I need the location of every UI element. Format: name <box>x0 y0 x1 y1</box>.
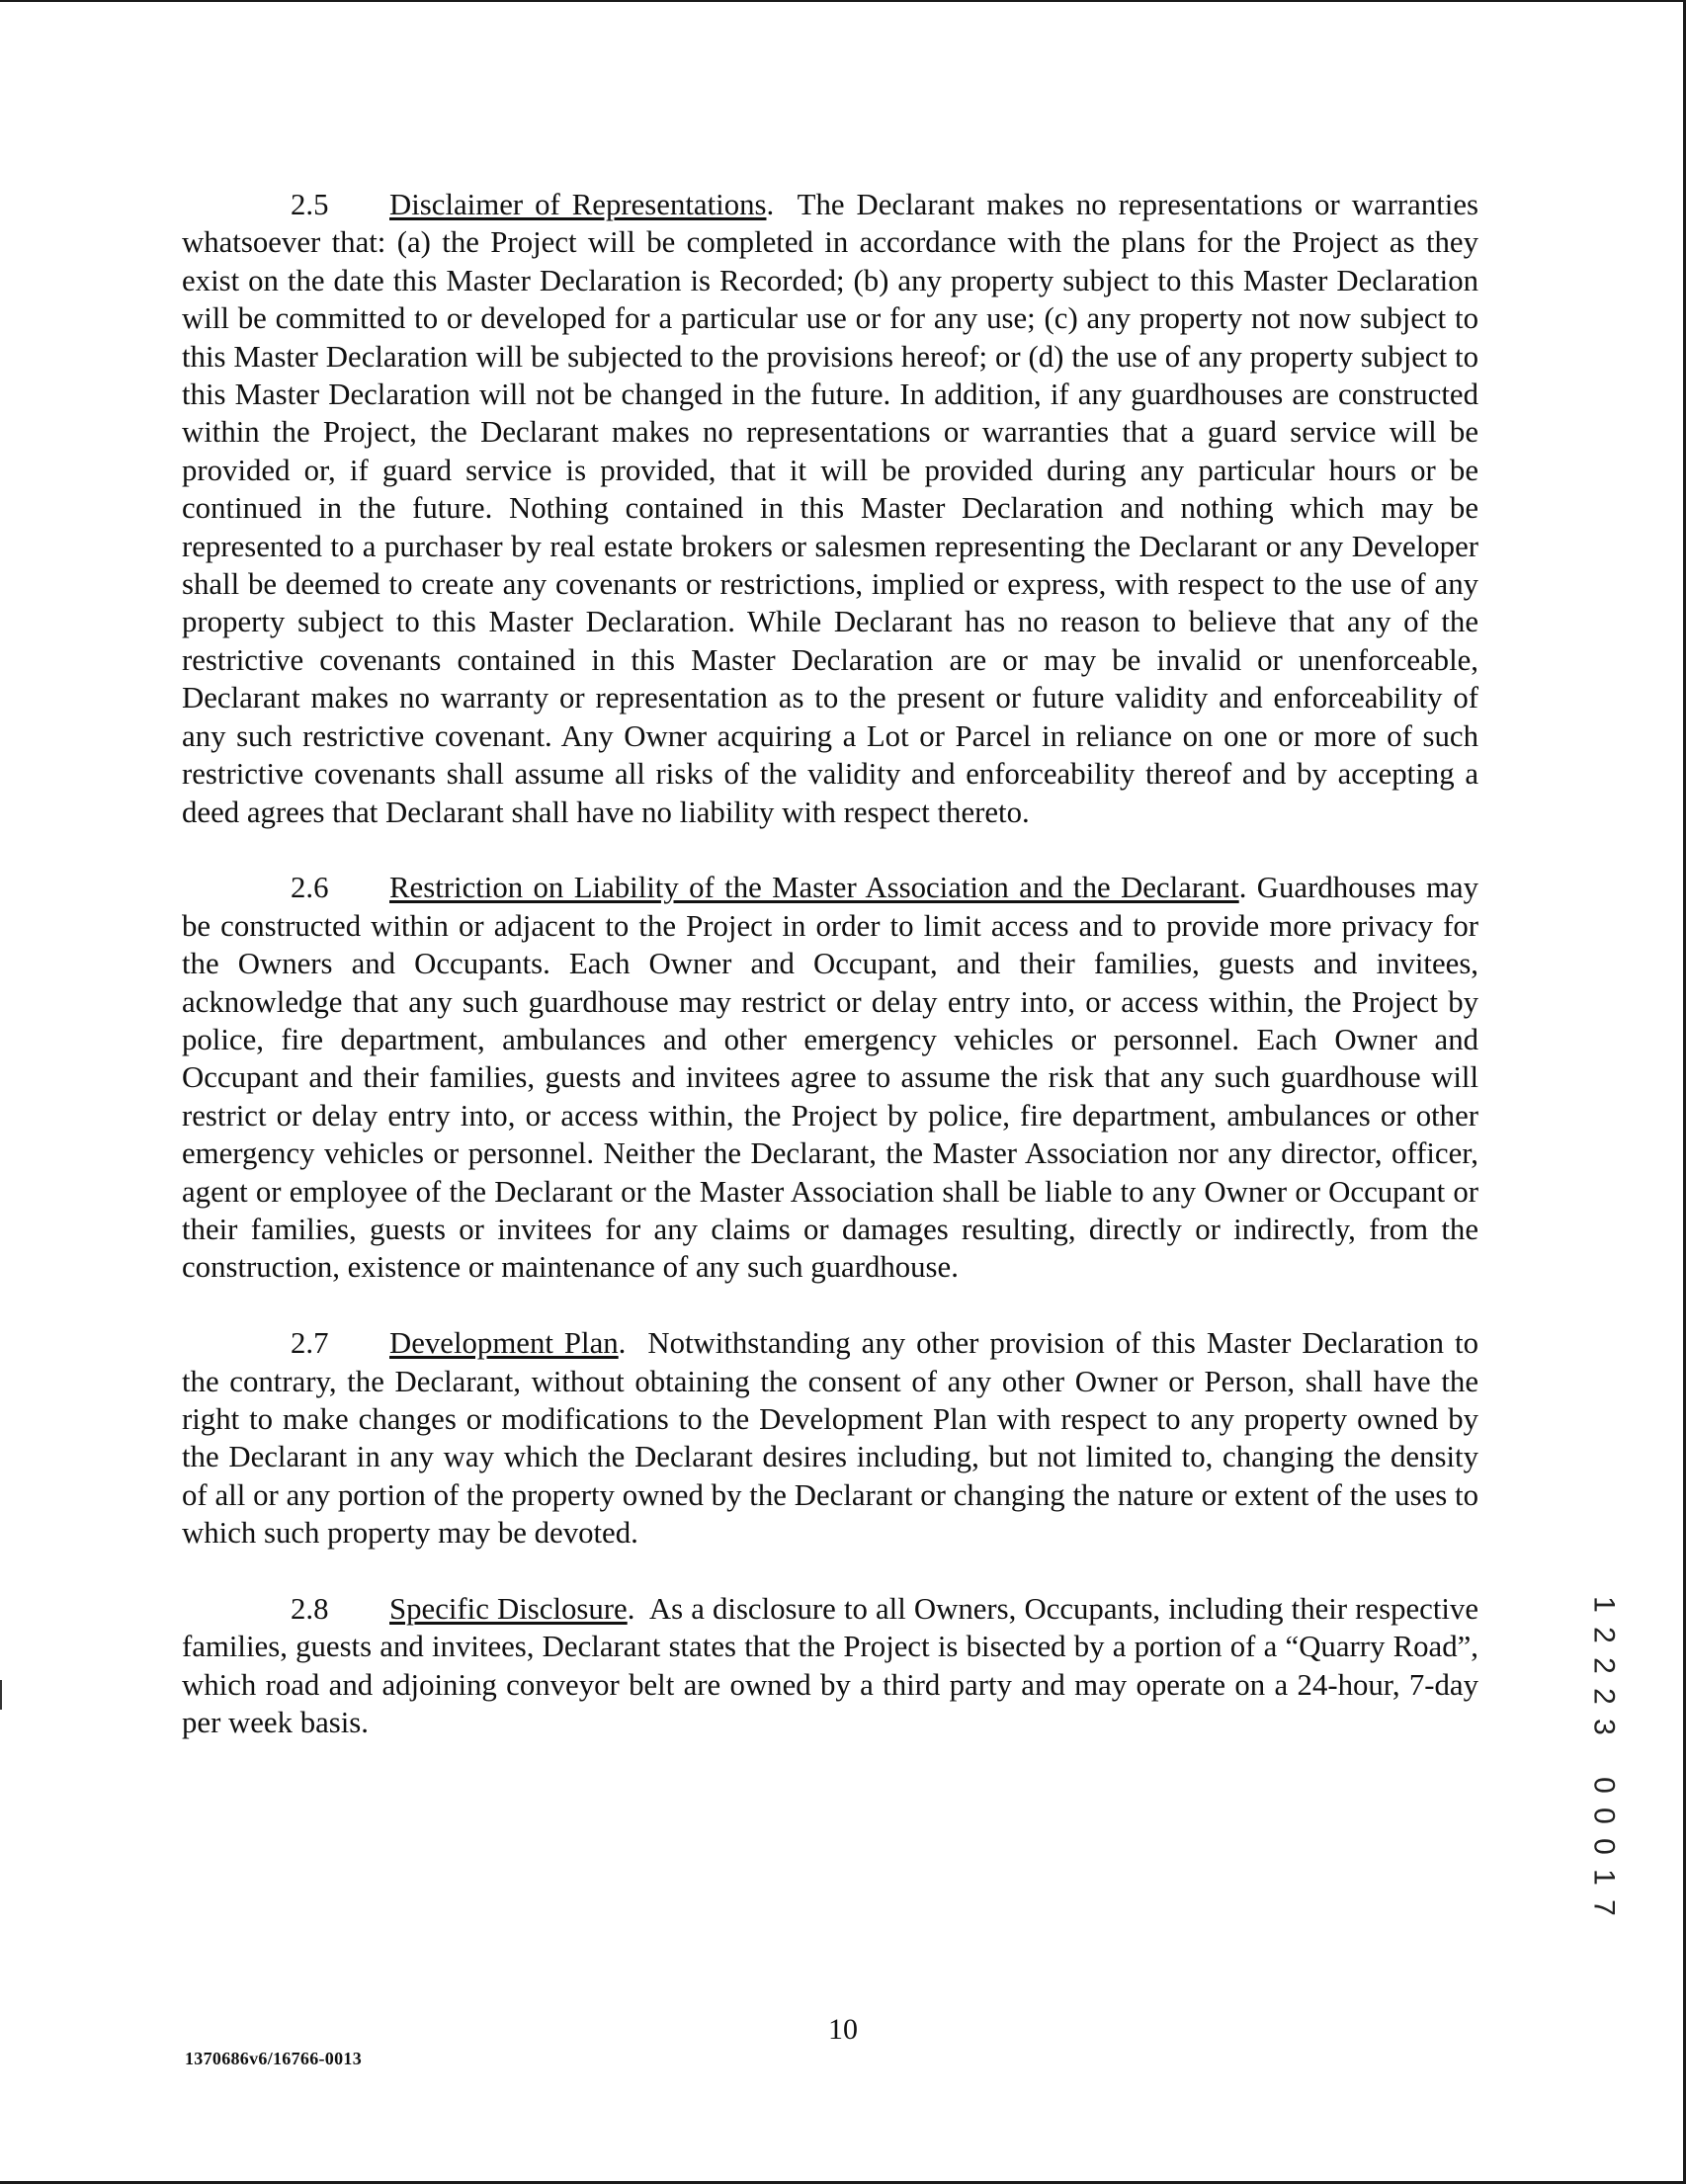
stamp-digit: 0 <box>1587 1838 1621 1855</box>
section-title-punct: . <box>627 1591 635 1626</box>
stamp-digit: 0 <box>1587 1807 1621 1824</box>
section-text: The Declarant makes no representations or warranties whatsoever that: (a) the Project will be completed in accordance with the plans for the Project as they exist on the date this Master Declaration is Recorded; (b) any property subject to this Master Declaration will be committed to or developed for a particular use or for any use; (c) any property not now subject to this Master Declaration will be subjected to the provisions hereof; or (d) the use of any property subject to this Master Declaration will not be changed in the future. In addition, if any guardhouses are constructed within the Project, the Declarant makes no representations or warranties that a guard service will be provided or, if guard service is provided, that it will be provided during any particular hours or be continued in the future. Nothing contained in this Master Declaration and nothing which may be represented to a purchaser by real estate brokers or salesmen representing the Declarant or any Developer shall be deemed to create any covenants or restrictions, implied or express, with respect to the use of any property subject to this Master Declaration. While Declarant has no reason to believe that any of the restrictive covenants contained in this Master Declaration are or may be invalid or unenforceable, Declarant makes no warranty or representation as to the present or future validity and enforceability of any such restrictive covenant. Any Owner acquiring a Lot or Parcel in reliance on one or more of such restrictive covenants shall assume all risks of the validity and enforceability thereof and by accepting a deed agrees that Declarant shall have no liability with respect thereto. <box>182 188 1479 829</box>
section-title: Specific Disclosure <box>389 1591 628 1626</box>
section-text: Guardhouses may be constructed within or adjacent to the Project in order to limit access and to provide more privacy for the Owners and Occupants. Each Owner and Occupant, and their families, guests and invitees, acknowledge that any such guardhouse may restrict or delay entry into, or access within, the Project by police, fire department, ambulances and other emergency vehicles or personnel. Each Owner and Occupant and their families, guests and invitees agree to assume the risk that any such guardhouse will restrict or delay entry into, or access within, the Project by police, fire department, ambulances or other emergency vehicles or personnel. Neither the Declarant, the Master Association nor any director, officer, agent or employee of the Declarant or the Master Association shall be liable to any Owner or Occupant or their families, guests or invitees for any claims or damages resulting, directly or indirectly, from the construction, existence or maintenance of any such guardhouse. <box>182 871 1478 1285</box>
section-number: 2.6 <box>291 871 329 905</box>
stamp-digit: 2 <box>1587 1688 1621 1705</box>
section-title-punct: . <box>618 1326 627 1361</box>
stamp-digit: 2 <box>1587 1627 1621 1643</box>
stamp-digit: 7 <box>1587 1899 1621 1916</box>
section-title-punct: . <box>766 188 775 221</box>
section-number: 2.5 <box>291 188 329 221</box>
document-id: 1370686v6/16766-0013 <box>185 2049 362 2068</box>
section-title: Disclaimer of Representations <box>389 188 767 221</box>
stamp-digit: 3 <box>1587 1719 1621 1735</box>
section-title-punct: . <box>1238 871 1247 905</box>
section-2-6 <box>182 869 1478 1286</box>
section-2-5 <box>182 186 1478 831</box>
scan-edge-top <box>0 0 1686 2</box>
section-number: 2.7 <box>291 1326 329 1361</box>
page-number: 10 <box>828 2013 858 2046</box>
section-number: 2.8 <box>291 1591 329 1626</box>
stamp-digit: 2 <box>1587 1657 1621 1674</box>
recording-number-stamp <box>1589 1589 1619 1923</box>
section-text: As a disclosure to all Owners, Occupants, including their respective families, guests and invitees, Declarant states that the Project is bisected by a portion of a “Quarry Road”, which road and adjoining conveyor belt are owned by a third party and may operate on a 24-hour, 7-day per week basis. <box>182 1591 1478 1740</box>
section-title: Restriction on Liability of the Master Association and the Declarant <box>389 871 1239 905</box>
scan-edge-mark <box>0 1680 2 1710</box>
document-body <box>182 186 1478 1780</box>
stamp-digit: 0 <box>1587 1777 1621 1794</box>
stamp-digit: 1 <box>1587 1869 1621 1886</box>
section-title: Development Plan <box>389 1326 619 1361</box>
section-text: Notwithstanding any other provision of this Master Declaration to the contrary, the Declarant, without obtaining the consent of any other Owner or Person, shall have the right to make changes or modifications to the Development Plan with respect to any property owned by the Declarant in any way which the Declarant desires including, but not limited to, changing the density of all or any portion of the property owned by the Declarant or changing the nature or extent of the uses to which such property may be devoted. <box>182 1326 1478 1551</box>
section-2-7 <box>182 1324 1478 1552</box>
section-2-8 <box>182 1590 1478 1742</box>
stamp-gap <box>1589 1742 1619 1770</box>
stamp-digit: 1 <box>1587 1596 1621 1613</box>
